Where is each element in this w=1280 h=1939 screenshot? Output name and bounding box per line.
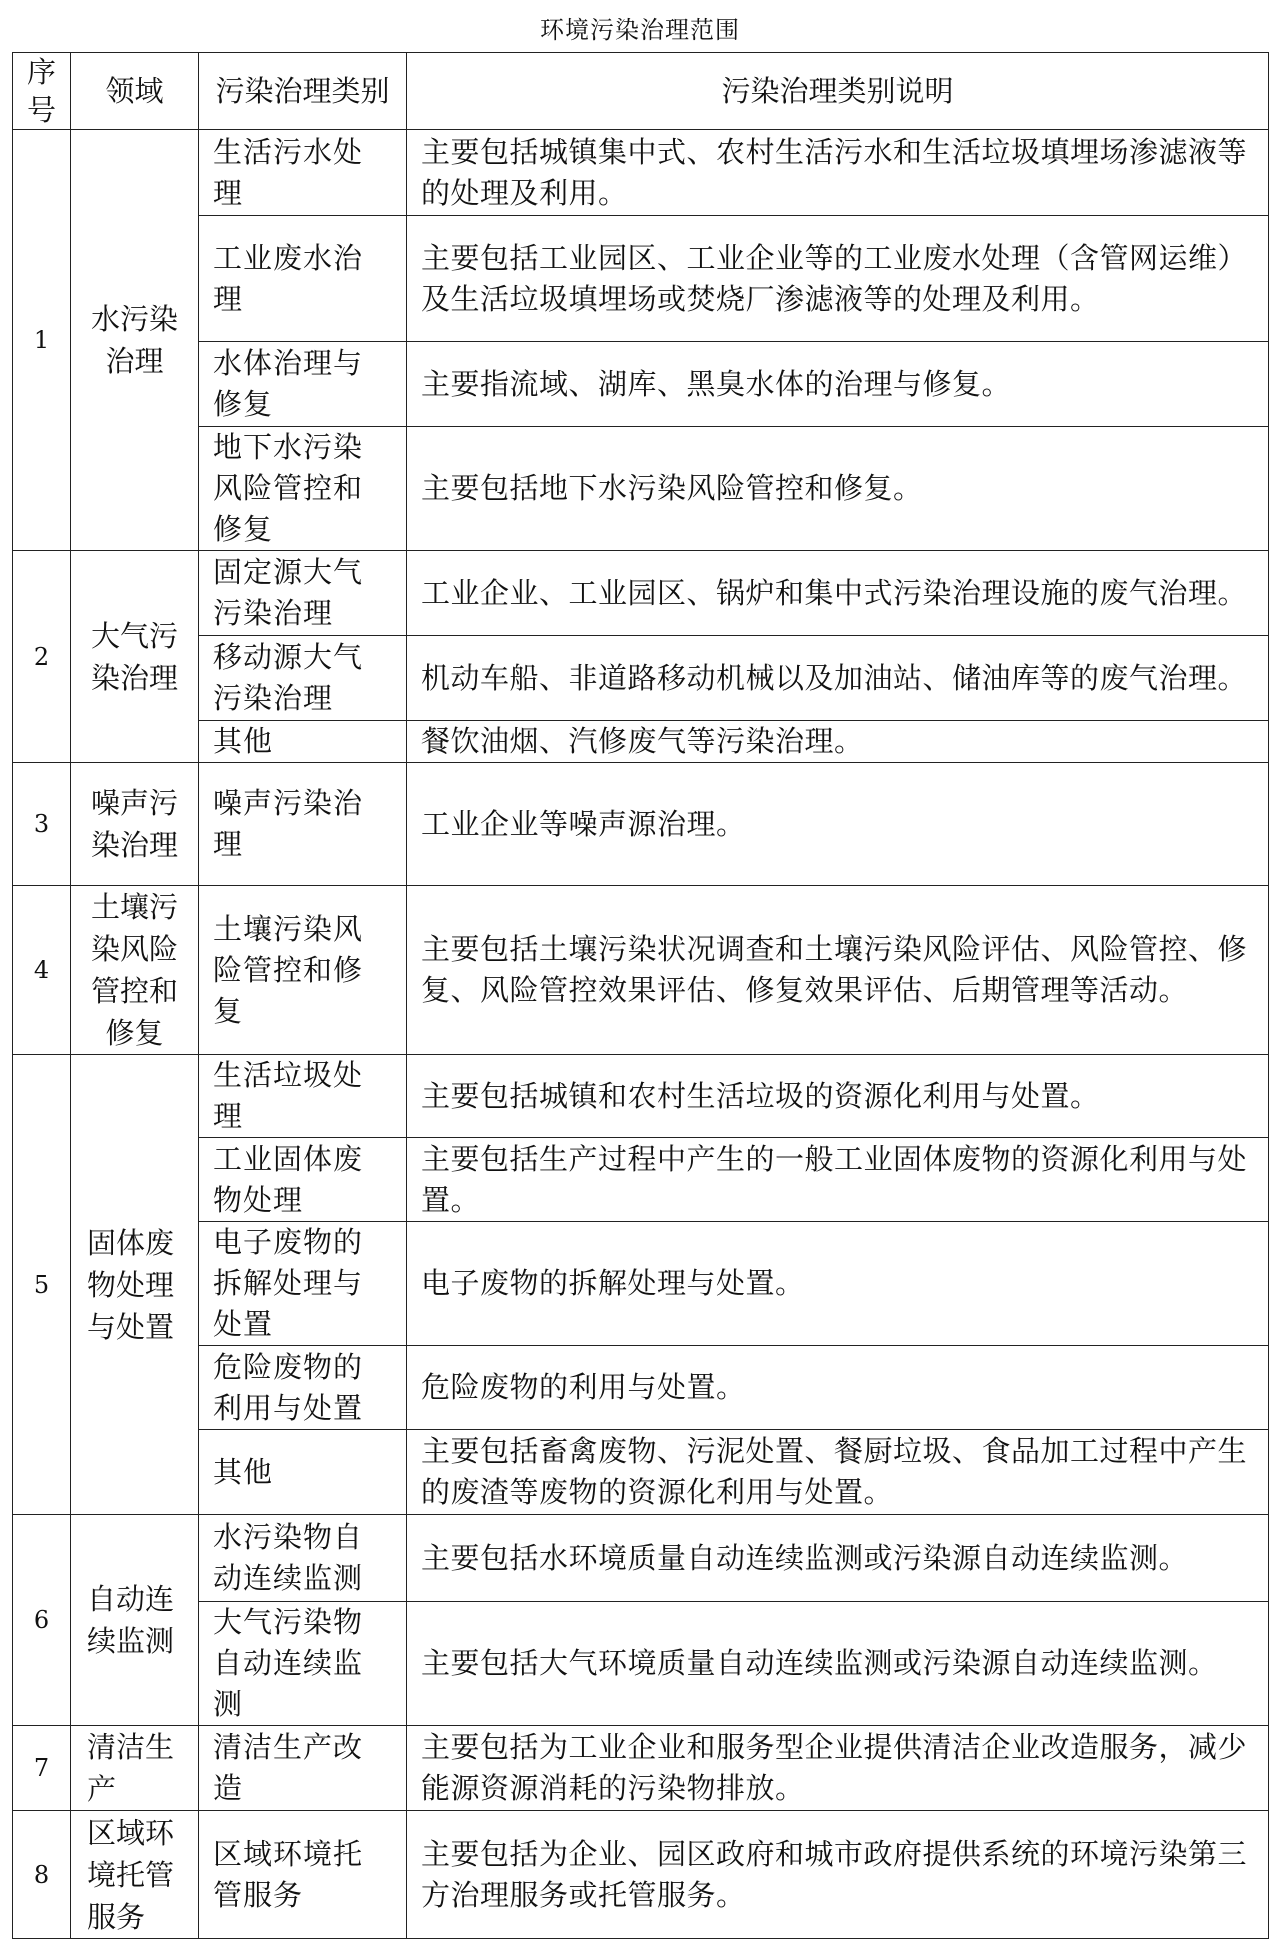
- description-cell: 主要包括水环境质量自动连续监测或污染源自动连续监测。: [407, 1515, 1269, 1602]
- header-row: [13, 53, 1269, 130]
- table-row: [13, 216, 1269, 342]
- table-row: [13, 1811, 1269, 1939]
- category-cell: 工业固体废物处理: [199, 1138, 407, 1222]
- table-row: [13, 1055, 1269, 1138]
- description-cell: 主要包括工业园区、工业企业等的工业废水处理（含管网运维）及生活垃圾填埋场或焚烧厂渗滤液等的处理及利用。: [407, 216, 1269, 342]
- description-cell: 主要指流域、湖库、黑臭水体的治理与修复。: [407, 342, 1269, 427]
- table-row: [13, 427, 1269, 551]
- domain-cell: 大气污染治理: [71, 551, 199, 763]
- description-cell: 主要包括为企业、园区政府和城市政府提供系统的环境污染第三方治理服务或托管服务。: [407, 1811, 1269, 1939]
- category-cell: 其他: [199, 721, 407, 763]
- category-cell: 移动源大气污染治理: [199, 636, 407, 721]
- seq-cell: 7: [13, 1726, 71, 1811]
- header-description: 污染治理类别说明: [407, 53, 1269, 130]
- category-cell: 工业废水治理: [199, 216, 407, 342]
- category-cell: 电子废物的拆解处理与处置: [199, 1222, 407, 1346]
- description-cell: 机动车船、非道路移动机械以及加油站、储油库等的废气治理。: [407, 636, 1269, 721]
- domain-cell: 水污染治理: [71, 130, 199, 551]
- table-row: [13, 886, 1269, 1055]
- category-cell: 地下水污染风险管控和修复: [199, 427, 407, 551]
- category-cell: 生活垃圾处理: [199, 1055, 407, 1138]
- header-seq: 序号: [13, 53, 71, 130]
- table-row: [13, 1602, 1269, 1726]
- page-title: 环境污染治理范围: [540, 16, 740, 44]
- table-row: [13, 342, 1269, 427]
- table-row: [13, 130, 1269, 216]
- category-cell: 大气污染物自动连续监测: [199, 1602, 407, 1726]
- table-row: [13, 1138, 1269, 1222]
- seq-cell: 5: [13, 1055, 71, 1515]
- seq-cell: 1: [13, 130, 71, 551]
- description-cell: 主要包括土壤污染状况调查和土壤污染风险评估、风险管控、修复、风险管控效果评估、修复效果评估、后期管理等活动。: [407, 886, 1269, 1055]
- domain-cell: 区域环境托管服务: [71, 1811, 199, 1939]
- table-row: [13, 763, 1269, 886]
- description-cell: 主要包括畜禽废物、污泥处置、餐厨垃圾、食品加工过程中产生的废渣等废物的资源化利用与处置。: [407, 1430, 1269, 1515]
- description-cell: 主要包括生产过程中产生的一般工业固体废物的资源化利用与处置。: [407, 1138, 1269, 1222]
- description-cell: 主要包括城镇和农村生活垃圾的资源化利用与处置。: [407, 1055, 1269, 1138]
- seq-cell: 3: [13, 763, 71, 886]
- domain-cell: 固体废物处理与处置: [71, 1055, 199, 1515]
- table-row: [13, 721, 1269, 763]
- domain-cell: 噪声污染治理: [71, 763, 199, 886]
- table-row: [13, 1430, 1269, 1515]
- table-row: [13, 1346, 1269, 1430]
- category-cell: 危险废物的利用与处置: [199, 1346, 407, 1430]
- category-cell: 生活污水处理: [199, 130, 407, 216]
- table-row: [13, 1222, 1269, 1346]
- category-cell: 土壤污染风险管控和修复: [199, 886, 407, 1055]
- category-cell: 其他: [199, 1430, 407, 1515]
- description-cell: 主要包括地下水污染风险管控和修复。: [407, 427, 1269, 551]
- description-cell: 工业企业等噪声源治理。: [407, 763, 1269, 886]
- description-cell: 主要包括城镇集中式、农村生活污水和生活垃圾填埋场渗滤液等的处理及利用。: [407, 130, 1269, 216]
- description-cell: 主要包括为工业企业和服务型企业提供清洁企业改造服务，减少能源资源消耗的污染物排放。: [407, 1726, 1269, 1811]
- category-cell: 水污染物自动连续监测: [199, 1515, 407, 1602]
- table-row: [13, 636, 1269, 721]
- seq-cell: 4: [13, 886, 71, 1055]
- domain-cell: 清洁生产: [71, 1726, 199, 1811]
- domain-cell: 自动连续监测: [71, 1515, 199, 1726]
- table-row: [13, 1515, 1269, 1602]
- description-cell: 餐饮油烟、汽修废气等污染治理。: [407, 721, 1269, 763]
- description-cell: 工业企业、工业园区、锅炉和集中式污染治理设施的废气治理。: [407, 551, 1269, 636]
- category-cell: 噪声污染治理: [199, 763, 407, 886]
- header-category: 污染治理类别: [199, 53, 407, 130]
- seq-cell: 8: [13, 1811, 71, 1939]
- description-cell: 主要包括大气环境质量自动连续监测或污染源自动连续监测。: [407, 1602, 1269, 1726]
- table-row: [13, 551, 1269, 636]
- category-cell: 固定源大气污染治理: [199, 551, 407, 636]
- seq-cell: 6: [13, 1515, 71, 1726]
- pollution-scope-table: [12, 52, 1269, 1939]
- description-cell: 电子废物的拆解处理与处置。: [407, 1222, 1269, 1346]
- category-cell: 清洁生产改造: [199, 1726, 407, 1811]
- category-cell: 区域环境托管服务: [199, 1811, 407, 1939]
- description-cell: 危险废物的利用与处置。: [407, 1346, 1269, 1430]
- domain-cell: 土壤污染风险管控和修复: [71, 886, 199, 1055]
- table-row: [13, 1726, 1269, 1811]
- category-cell: 水体治理与修复: [199, 342, 407, 427]
- seq-cell: 2: [13, 551, 71, 763]
- header-domain: 领域: [71, 53, 199, 130]
